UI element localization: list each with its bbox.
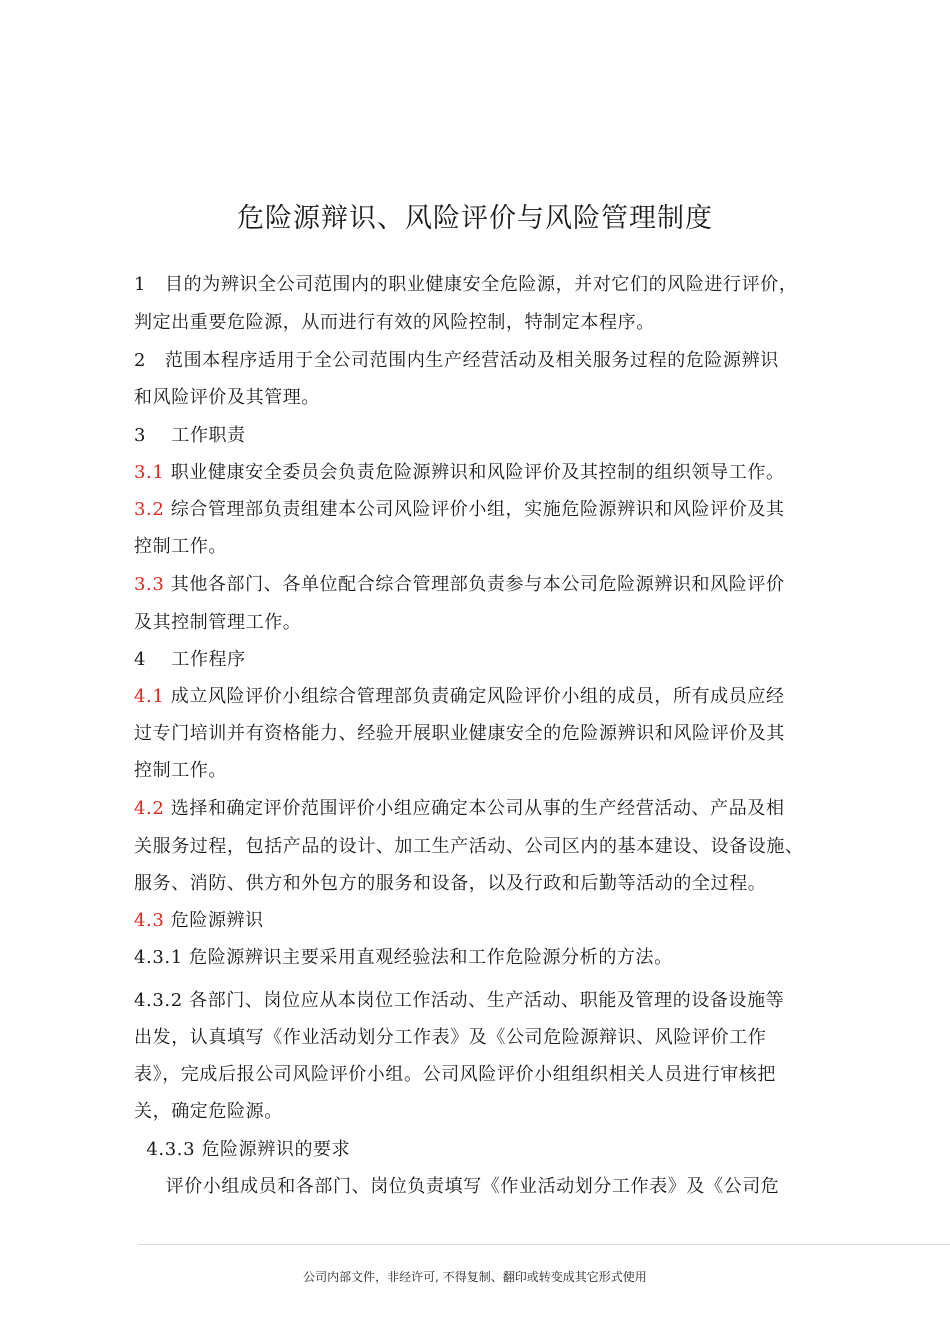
body-line	[134, 682, 785, 708]
section-number: 4.2	[134, 798, 165, 819]
body-line	[134, 1060, 776, 1086]
line-text: 职业健康安全委员会负责危险源辨识和风险评价及其控制的组织领导工作。	[164, 462, 785, 483]
body-line	[134, 645, 246, 671]
body-line	[134, 532, 227, 558]
line-text: 过专门培训并有资格能力、经验开展职业健康安全的危险源辨识和风险评价及其	[134, 723, 785, 744]
body-line	[134, 308, 655, 334]
line-text: 服务、消防、供方和外包方的服务和设备，以及行政和后勤等活动的全过程。	[134, 873, 767, 894]
line-text: 控制工作。	[134, 760, 227, 781]
section-number: 3.2	[134, 499, 165, 520]
line-text: 关服务过程，包括产品的设计、加工生产活动、公司区内的基本建设、设备设施、	[134, 836, 804, 857]
section-number: 3.3	[134, 574, 165, 595]
line-text: 和风险评价及其管理。	[134, 387, 320, 408]
body-line	[134, 832, 804, 858]
body-line	[134, 794, 785, 820]
body-line	[134, 421, 246, 447]
section-number: 4.3	[134, 910, 165, 931]
body-line	[134, 608, 301, 634]
footer-notice: 公司内部文件，非经许可, 不得复制、翻印或转变成其它形式使用	[303, 1270, 647, 1284]
body-line	[140, 1135, 350, 1161]
line-text: 目的为辨识全公司范围内的职业健康安全危险源，并对它们的风险进行评价，	[146, 274, 798, 295]
body-line	[134, 943, 673, 969]
line-text: 4.3.3 危险源辨识的要求	[140, 1139, 351, 1160]
body-line	[134, 1172, 779, 1198]
body-line	[134, 458, 785, 484]
line-text: 范围本程序适用于全公司范围内生产经营活动及相关服务过程的危险源辨识	[146, 350, 779, 371]
body-line	[134, 756, 227, 782]
body-line	[134, 270, 797, 296]
line-text: 综合管理部负责组建本公司风险评价小组，实施危险源辨识和风险评价及其	[164, 499, 785, 520]
section-number: 2	[134, 350, 147, 371]
line-text: 关，确定危险源。	[134, 1101, 283, 1122]
body-line	[134, 1097, 283, 1123]
body-line	[134, 986, 784, 1012]
line-text: 4.3.2 各部门、岗位应从本岗位工作活动、生产活动、职能及管理的设备设施等	[134, 990, 785, 1011]
line-text: 判定出重要危险源，从而进行有效的风险控制，特制定本程序。	[134, 312, 655, 333]
line-text: 其他各部门、各单位配合综合管理部负责参与本公司危险源辨识和风险评价	[164, 574, 785, 595]
body-line	[134, 869, 766, 895]
line-text: 工作程序	[146, 649, 246, 670]
line-text: 出发，认真填写《作业活动划分工作表》及《公司危险源辩识、风险评价工作	[134, 1027, 767, 1048]
line-text: 选择和确定评价范围评价小组应确定本公司从事的生产经营活动、产品及相	[164, 798, 785, 819]
line-text: 4.3.1 危险源辨识主要采用直观经验法和工作危险源分析的方法。	[134, 947, 673, 968]
footer-divider	[138, 1244, 950, 1245]
line-text: 危险源辨识	[164, 910, 264, 931]
body-line	[134, 383, 320, 409]
section-number: 4	[134, 649, 147, 670]
body-line	[134, 906, 264, 932]
body-line	[134, 719, 785, 745]
line-text: 控制工作。	[134, 536, 227, 557]
document-title: 危险源辩识、风险评价与风险管理制度	[237, 203, 713, 234]
section-number: 1	[134, 274, 147, 295]
body-line	[134, 495, 785, 521]
section-number: 3	[134, 425, 147, 446]
line-text: 表》，完成后报公司风险评价小组。公司风险评价小组组织相关人员进行审核把	[134, 1064, 776, 1085]
body-line	[134, 1023, 766, 1049]
section-number: 3.1	[134, 462, 165, 483]
line-text: 工作职责	[146, 425, 246, 446]
body-line	[134, 346, 779, 372]
body-line	[134, 570, 785, 596]
line-text: 评价小组成员和各部门、岗位负责填写《作业活动划分工作表》及《公司危	[134, 1176, 780, 1197]
section-number: 4.1	[134, 686, 165, 707]
line-text: 成立风险评价小组综合管理部负责确定风险评价小组的成员，所有成员应经	[164, 686, 785, 707]
line-text: 及其控制管理工作。	[134, 612, 302, 633]
